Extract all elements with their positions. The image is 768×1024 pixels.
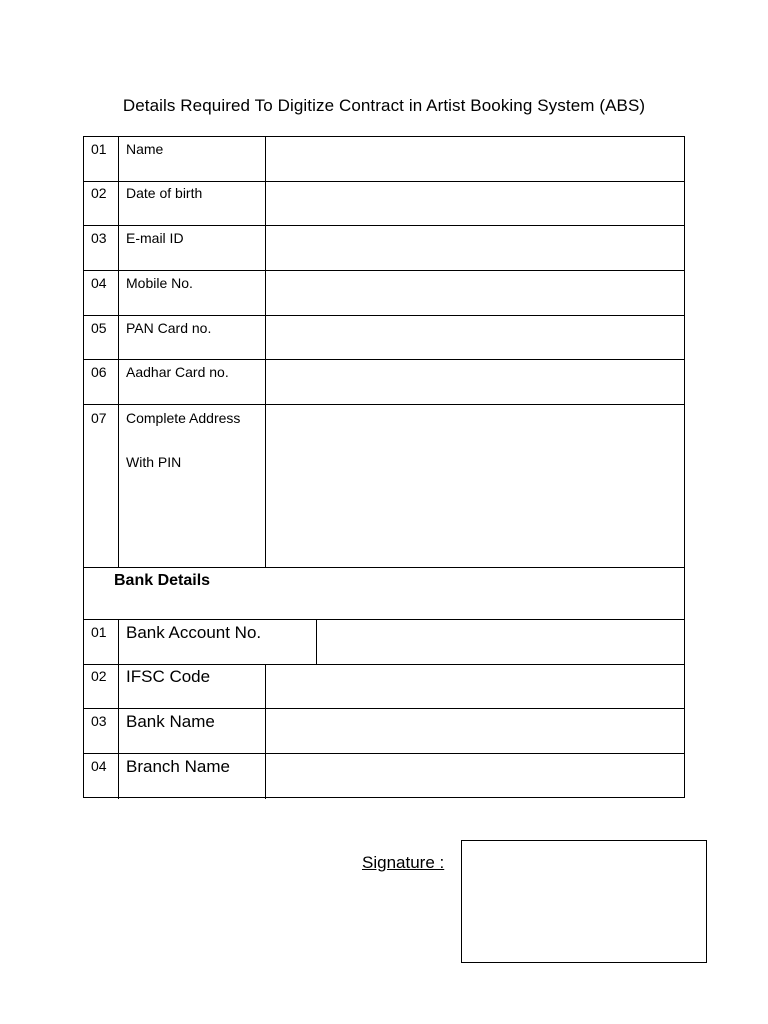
ifsc-code-label: IFSC Code (126, 667, 211, 686)
bank-name-field[interactable] (266, 709, 684, 753)
branch-name-field[interactable] (266, 754, 684, 797)
date-of-birth-label: Date of birth (126, 185, 203, 201)
row-number: 02 (91, 668, 107, 684)
row-number: 07 (91, 410, 107, 426)
ifsc-code-field[interactable] (266, 665, 684, 708)
row-number: 02 (91, 185, 107, 201)
address-label: Complete Address (126, 410, 241, 426)
pan-card-label: PAN Card no. (126, 320, 212, 336)
column-divider (118, 619, 119, 799)
row-number: 05 (91, 320, 107, 336)
date-of-birth-field[interactable] (266, 182, 684, 225)
row-number: 01 (91, 624, 107, 640)
aadhar-card-label: Aadhar Card no. (126, 364, 229, 380)
pan-card-field[interactable] (266, 316, 684, 359)
contract-details-form (83, 136, 685, 798)
row-divider (84, 567, 684, 568)
page-title: Details Required To Digitize Contract in Artist Booking System (ABS) (122, 96, 646, 115)
row-number: 03 (91, 230, 107, 246)
mobile-field[interactable] (266, 271, 684, 315)
branch-name-label: Branch Name (126, 757, 230, 776)
row-number: 06 (91, 364, 107, 380)
bank-account-field[interactable] (317, 620, 684, 664)
bank-name-label: Bank Name (126, 712, 215, 731)
email-label: E-mail ID (126, 230, 184, 246)
name-field[interactable] (266, 138, 684, 181)
row-number: 03 (91, 713, 107, 729)
column-divider (118, 137, 119, 567)
mobile-label: Mobile No. (126, 275, 193, 291)
signature-box[interactable] (461, 840, 707, 963)
row-number: 04 (91, 758, 107, 774)
bank-account-label: Bank Account No. (126, 623, 262, 642)
row-number: 01 (91, 141, 107, 157)
bank-details-heading: Bank Details (114, 572, 211, 589)
row-number: 04 (91, 275, 107, 291)
address-label-pin: With PIN (126, 454, 182, 470)
name-label: Name (126, 141, 164, 157)
address-field[interactable] (266, 405, 684, 567)
signature-label: Signature : (362, 853, 445, 872)
aadhar-card-field[interactable] (266, 360, 684, 404)
email-field[interactable] (266, 226, 684, 270)
